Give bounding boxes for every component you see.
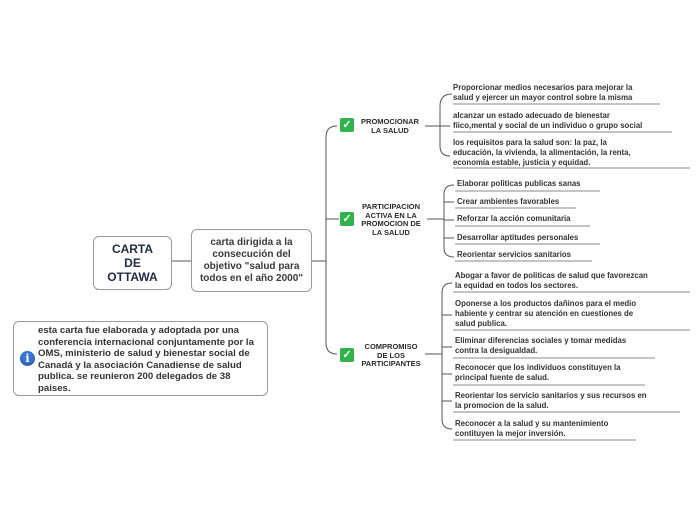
leaf-item[interactable] xyxy=(455,299,636,329)
check-icon: ✓ xyxy=(340,348,354,362)
branch-label-line: PARTICIPACION xyxy=(361,202,421,211)
leaf-line: principal fuente de salud. xyxy=(455,373,550,382)
leaf-item[interactable] xyxy=(455,419,608,439)
leaf-line: Eliminar diferencias sociales y tomar medidas xyxy=(455,336,627,345)
root-title-line-3: OTTAWA xyxy=(107,270,158,284)
leaf-line: educación, la vivienda, la alimentación, la renta, xyxy=(453,148,631,157)
branch-compromiso[interactable] xyxy=(356,343,426,369)
leaf-item[interactable] xyxy=(453,111,642,131)
leaf-line: los requisitos para la salud son: la paz, la xyxy=(453,138,607,147)
leaf-item[interactable] xyxy=(455,336,626,356)
leaf-line: contra la desigualdad. xyxy=(455,346,538,355)
leaf-line: economía estable, justicia y equidad. xyxy=(453,158,591,167)
info-note-node[interactable] xyxy=(13,321,268,396)
check-icon: ✓ xyxy=(340,118,354,132)
leaf-item[interactable] xyxy=(457,214,571,224)
root-title-line-1: CARTA xyxy=(111,242,154,256)
leaf-line: Reconocer a la salud y su mantenimiento xyxy=(455,419,609,428)
leaf-line: Oponerse a los productos dañinos para el medio xyxy=(455,299,637,308)
leaf-line: habiente y centrar su atención en cuestiones de xyxy=(455,309,634,318)
leaf-item[interactable] xyxy=(457,197,559,207)
leaf-line: salud publica. xyxy=(455,319,507,328)
leaf-item[interactable] xyxy=(455,391,647,411)
leaf-item[interactable] xyxy=(457,233,578,243)
branch-label-line: DE LOS xyxy=(377,350,405,360)
leaf-item[interactable] xyxy=(453,138,631,168)
leaf-line: fiico,mental y social de un individuo o grupo social xyxy=(453,121,643,130)
branch-participacion[interactable] xyxy=(356,203,426,237)
leaf-item[interactable] xyxy=(455,271,648,291)
leaf-line: Reforzar la acción comunitaria xyxy=(457,214,571,223)
check-icon: ✓ xyxy=(340,212,354,226)
leaf-line: Reorientar servicios sanitarios xyxy=(457,250,571,259)
leaf-item[interactable] xyxy=(457,250,571,260)
leaf-item[interactable] xyxy=(453,83,632,103)
leaf-line: Proporcionar medios necesarios para mejorar la xyxy=(453,83,633,92)
leaf-line: Reorientar los servicio sanitarios y sus recursos en xyxy=(455,391,647,400)
branch-label-line: PARTICIPANTES xyxy=(361,359,421,368)
branch-label-line: PROMOCION DE xyxy=(361,219,421,228)
central-topic-node[interactable] xyxy=(191,229,312,292)
info-icon: i xyxy=(20,351,35,366)
root-title-line-2: DE xyxy=(124,256,141,270)
leaf-line: Abogar a favor de politicas de salud que favorezcan xyxy=(455,271,648,280)
leaf-line: Reconocer que los individuos constituyen la xyxy=(455,363,621,372)
branch-promocionar[interactable] xyxy=(357,118,423,135)
leaf-line: Crear ambientes favorables xyxy=(457,197,560,206)
branch-label-line: ACTIVA EN LA xyxy=(365,210,417,220)
info-note-text: esta carta fue elaborada y adoptada por una conferencia internacional conjuntamente por la OMS, ministerio de salud y bienestar social de Canadá y la asociación Canadiense de salud publica. se reunieron 200 delegados de 38 paises. xyxy=(38,325,254,394)
leaf-line: la equidad en todos los sectores. xyxy=(455,281,579,290)
leaf-line: salud y ejercer un mayor control sobre la misma xyxy=(453,93,633,102)
leaf-line: Elaborar politicas publicas sanas xyxy=(457,179,581,188)
branch-label-line: PROMOCIONAR xyxy=(361,117,419,126)
branch-label-line: COMPROMISO xyxy=(364,342,418,351)
leaf-line: la promocion de la salud. xyxy=(455,401,549,410)
leaf-item[interactable] xyxy=(457,179,581,189)
leaf-item[interactable] xyxy=(455,363,621,383)
root-node[interactable] xyxy=(93,236,172,290)
branch-label-line: LA SALUD xyxy=(371,125,409,135)
leaf-line: contituyen la mejor inversión. xyxy=(455,429,566,438)
branch-label-line: LA SALUD xyxy=(372,227,410,237)
leaf-line: alcanzar un estado adecuado de bienestar xyxy=(453,111,610,120)
leaf-line: Desarrollar aptitudes personales xyxy=(457,233,579,242)
central-topic-text: carta dirigida a la consecución del objetivo "salud para todos en el año 2000" xyxy=(199,236,304,284)
